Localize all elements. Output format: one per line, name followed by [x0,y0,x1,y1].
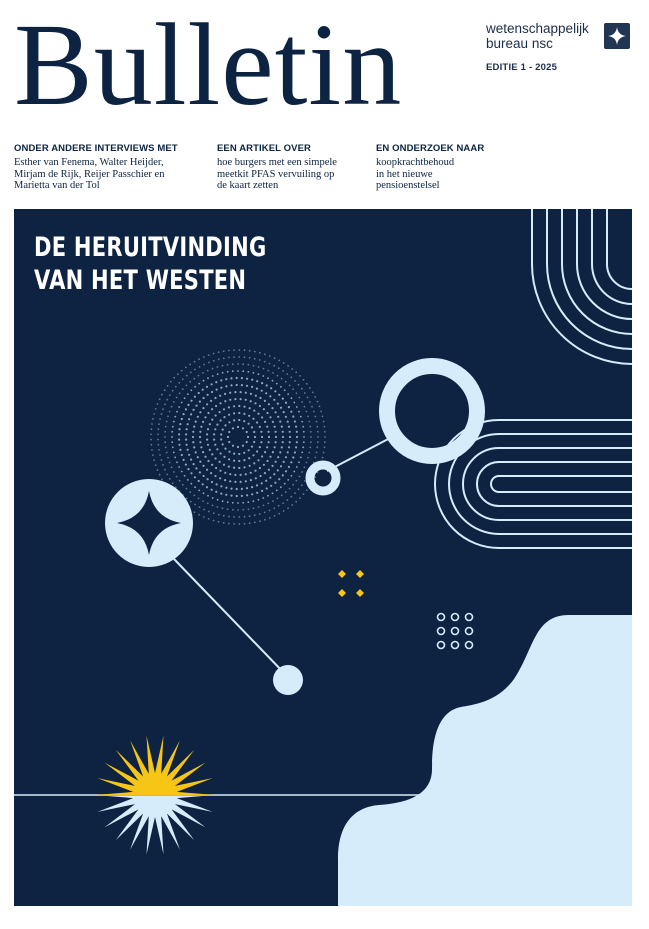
teaser-text [14,157,189,192]
publisher-name [486,21,589,51]
yellow-diamonds [338,570,364,597]
teaser-heading: ONDER ANDERE INTERVIEWS MET [14,143,178,154]
teaser-line: koopkrachtbehoud [376,157,455,168]
publisher-line-2-bureau: bureau [486,36,529,51]
publisher-line-1: wetenschappelijk [486,21,589,36]
four-point-star-icon [604,23,630,49]
cover-illustration [14,209,632,906]
small-dot-circle [273,665,303,695]
teaser-line: meetkit PFAS vervuiling op [217,168,335,180]
teaser-line: Marietta van der Tol [14,180,100,191]
teaser-line: hoe burgers met een simpele [217,157,337,168]
arch-lines-top [532,209,632,364]
teaser-line: de kaart zetten [217,180,279,191]
sun-burst [95,736,215,855]
connector-line [327,437,392,471]
teaser-interviews [14,143,189,192]
wave-shape [338,615,632,906]
teaser-line: in het nieuwe [376,168,433,180]
teaser-line: pensioenstelsel [376,180,440,191]
edition-label: EDITIE 1 - 2025 [486,62,558,73]
headline-line-1: DE HERUITVINDING [34,232,267,263]
headline-line-2: VAN HET WESTEN [34,265,247,296]
cover-artwork [14,209,632,906]
small-ring [310,465,336,491]
cover-headline [34,231,266,297]
teaser-heading: EEN ARTIKEL OVER [217,143,311,154]
masthead-title: Bulletin [14,0,403,130]
large-ring [387,366,477,456]
connector-line [174,559,286,675]
small-ring-grid [438,614,473,649]
teaser-line: Esther van Fenema, Walter Heijder, [14,157,164,168]
teaser-heading: EN ONDERZOEK NAAR [376,143,485,154]
teaser-article [217,143,357,192]
teaser-text [217,157,357,192]
teaser-research [376,143,506,192]
teaser-line: Mirjam de Rijk, Reijer Passchier en [14,168,165,180]
publisher-line-2-nsc: nsc [531,36,553,51]
teaser-text [376,157,506,192]
